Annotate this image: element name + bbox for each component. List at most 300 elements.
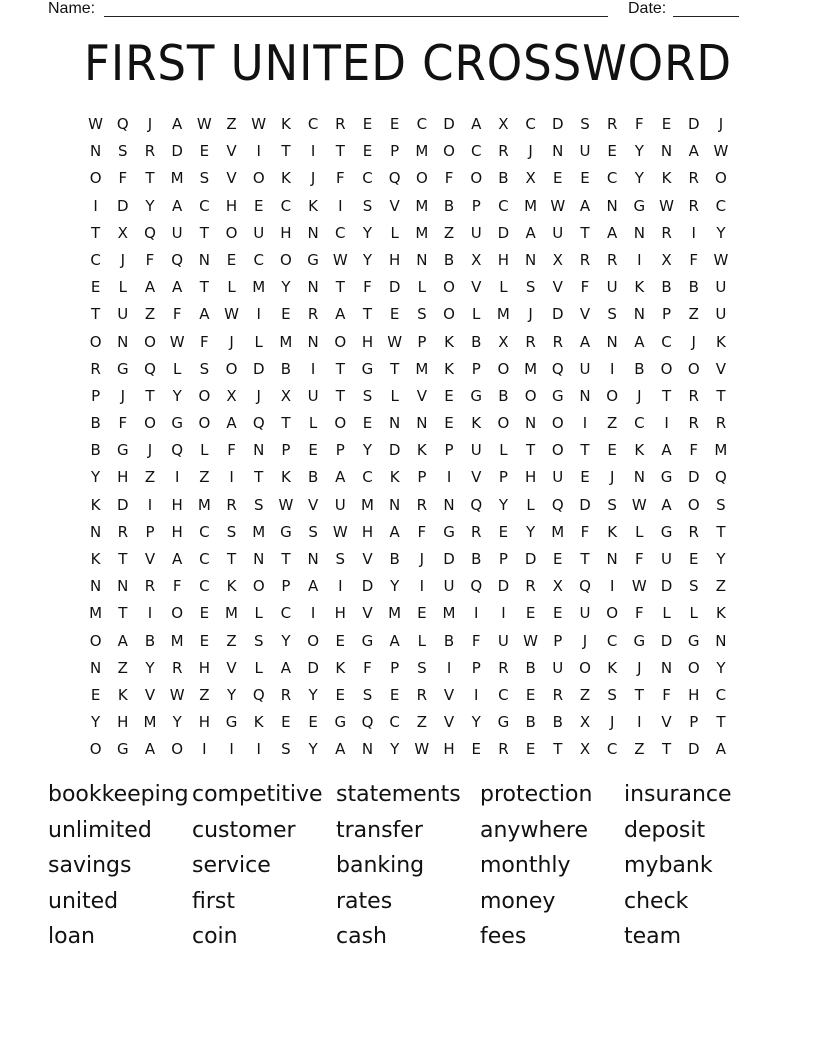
grid-letter: S [607,305,617,324]
grid-row [82,138,735,165]
grid-letter: S [362,196,373,215]
grid-letter: E [444,414,454,433]
grid-letter: O [225,223,238,242]
grid-letter: Z [199,685,210,704]
grid-row [82,546,735,573]
grid-row [82,736,735,763]
grid-letter: Y [281,631,291,650]
grid-letter: N [606,196,618,215]
grid-letter: V [471,468,482,487]
grid-letter: T [335,359,345,378]
grid-letter: F [635,604,644,623]
grid-letter: G [225,713,238,732]
grid-letter: D [388,278,401,297]
grid-letter: F [580,522,590,541]
grid-letter: Y [308,740,318,759]
word-item: team [624,924,682,949]
grid-letter: J [718,115,724,133]
grid-letter: W [713,142,729,161]
grid-letter: H [171,522,183,541]
grid-letter: E [607,142,617,161]
grid-letter: U [606,278,618,297]
grid-letter: U [579,359,591,378]
grid-letter: D [687,115,700,133]
grid-letter: V [226,142,237,161]
grid-letter: K [335,658,346,677]
grid-letter: E [389,305,400,324]
header [48,0,748,22]
grid-letter: K [607,522,618,541]
grid-letter: I [310,604,316,623]
grid-letter: E [335,685,346,704]
word-item: competitive [192,782,323,807]
grid-letter: O [497,359,510,378]
grid-letter: S [417,305,427,324]
grid-letter: N [633,223,645,242]
grid-letter: O [606,386,619,405]
grid-letter: M [360,495,374,514]
grid-row [82,655,735,682]
grid-letter: Y [634,169,644,188]
grid-row [82,220,735,247]
grid-letter: W [278,495,294,514]
grid-letter: Y [362,441,373,460]
grid-letter: U [443,577,455,596]
grid-letter: U [253,223,265,242]
grid-letter: M [551,522,565,541]
grid-letter: E [525,604,536,623]
grid-letter: F [580,278,590,297]
grid-letter: D [687,740,700,759]
grid-letter: B [688,278,699,297]
grid-letter: H [497,250,510,269]
grid-letter: R [498,740,509,759]
grid-letter: K [308,196,319,215]
grid-letter: E [253,196,264,215]
grid-letter: S [253,631,264,650]
grid-letter: T [199,223,209,242]
grid-letter: E [607,441,617,460]
grid-letter: K [661,169,672,188]
word-item: deposit [624,817,706,843]
grid-letter: I [256,142,261,161]
grid-letter: W [169,685,185,704]
grid-letter: O [443,305,455,324]
grid-letter: R [498,142,509,161]
grid-letter: C [416,115,428,133]
grid-letter: N [606,550,618,568]
grid-letter: H [334,604,346,623]
grid-letter: E [525,685,536,704]
grid-letter: O [497,414,510,433]
grid-letter: D [524,550,537,568]
grid-row [82,410,735,437]
grid-letter: F [689,441,699,460]
grid-letter: O [687,359,700,378]
grid-letter: Q [252,414,265,433]
grid-letter: X [117,223,128,242]
grid-letter: G [280,522,292,541]
grid-letter: O [225,359,238,378]
grid-letter: F [662,685,671,704]
grid-letter: H [688,685,700,704]
grid-letter: B [471,332,482,351]
word-item: mybank [624,853,713,878]
grid-letter: P [498,550,508,568]
grid-letter: K [90,495,101,514]
grid-letter: Z [443,223,455,242]
grid-letter: O [198,414,211,433]
grid-letter: L [472,305,481,324]
grid-letter: V [362,604,373,623]
grid-letter: V [226,658,237,677]
grid-letter: N [524,414,537,433]
grid-letter: O [198,386,211,405]
grid-letter: N [307,550,319,568]
grid-letter: T [226,550,237,568]
grid-letter: A [471,115,482,133]
grid-letter: F [335,169,345,188]
grid-letter: I [419,577,425,596]
grid-letter: Q [144,223,156,242]
grid-letter: Q [116,115,129,133]
grid-letter: P [662,305,672,324]
grid-letter: S [281,740,291,759]
grid-letter: M [279,332,293,351]
word-bank [48,779,768,957]
grid-letter: F [172,577,182,596]
grid-letter: H [171,495,183,514]
grid-row [82,682,735,709]
grid-letter: G [660,522,673,541]
grid-row [82,600,735,627]
grid-row [82,709,735,736]
grid-letter: N [416,250,428,269]
grid-letter: V [443,713,455,732]
grid-letter: M [170,169,184,188]
word-item: coin [192,924,238,949]
grid-letter: I [691,223,696,242]
grid-letter: N [253,441,265,460]
grid-letter: G [171,414,183,433]
grid-letter: S [716,495,726,514]
grid-letter: N [117,577,129,596]
grid-letter: E [281,305,291,324]
grid-letter: E [90,685,101,704]
grid-letter: I [609,359,615,378]
grid-letter: H [443,740,455,759]
grid-letter: V [226,169,237,188]
grid-letter: T [91,223,101,242]
grid-letter: N [89,142,102,161]
grid-letter: N [307,223,319,242]
grid-letter: S [580,115,590,133]
grid-letter: G [633,631,646,650]
grid-letter: T [553,740,563,759]
grid-letter: O [171,604,184,623]
grid-letter: E [362,414,373,433]
grid-row [82,247,735,274]
grid-letter: L [118,278,127,297]
grid-letter: O [252,169,265,188]
grid-letter: N [606,332,618,351]
grid-letter: Q [171,250,184,269]
grid-letter: K [444,332,454,351]
grid-letter: Y [281,278,291,297]
grid-letter: H [117,713,129,732]
grid-letter: B [498,169,509,188]
grid-letter: C [335,223,346,242]
grid-letter: A [307,577,319,596]
grid-letter: C [661,332,672,351]
grid-letter: B [389,550,400,568]
grid-letter: O [660,359,673,378]
grid-letter: W [659,196,674,215]
grid-letter: D [687,468,700,487]
grid-letter: X [552,577,563,596]
grid-letter: O [89,740,102,759]
grid-letter: Y [172,386,182,405]
grid-letter: A [144,740,156,759]
grid-letter: I [147,495,153,514]
grid-letter: W [196,115,212,133]
grid-letter: M [496,305,510,324]
grid-letter: R [606,250,618,269]
grid-letter: C [715,685,727,704]
grid-letter: K [444,359,454,378]
grid-letter: P [281,441,291,460]
grid-letter: R [416,495,428,514]
grid-letter: Y [390,740,400,759]
grid-letter: A [634,332,645,351]
grid-letter: D [388,441,401,460]
grid-letter: J [310,169,316,188]
grid-letter: R [144,142,156,161]
grid-letter: W [550,196,566,215]
grid-letter: A [172,196,183,215]
grid-letter: T [580,441,590,460]
grid-letter: V [144,550,156,568]
grid-letter: T [254,468,264,487]
grid-letter: X [661,250,672,269]
grid-letter: N [307,278,319,297]
date-field-line[interactable] [673,0,739,17]
grid-letter: B [90,414,101,433]
grid-letter: E [308,441,318,460]
grid-letter: O [415,169,428,188]
grid-letter: G [334,713,347,732]
grid-letter: T [390,359,400,378]
word-item: insurance [624,782,732,807]
grid-letter: A [389,631,400,650]
grid-letter: R [688,414,699,433]
grid-letter: N [307,332,319,351]
grid-letter: I [256,305,261,324]
grid-letter: C [199,522,210,541]
grid-letter: L [417,278,427,297]
grid-letter: Q [551,495,564,514]
grid-letter: M [415,196,429,215]
grid-letter: Z [607,414,618,433]
grid-letter: Z [688,305,699,324]
grid-letter: V [416,386,427,405]
grid-letter: B [634,359,645,378]
grid-letter: P [390,142,400,161]
grid-letter: P [553,631,563,650]
grid-letter: O [89,169,102,188]
grid-letter: P [91,386,101,405]
grid-letter: Q [470,577,483,596]
grid-letter: K [253,713,264,732]
grid-letter: E [362,115,373,133]
grid-letter: C [470,142,482,161]
grid-letter: E [389,115,400,133]
grid-letter: E [661,115,672,133]
grid-letter: R [525,577,536,596]
word-item: bookkeeping [48,782,189,807]
grid-letter: Z [416,713,427,732]
grid-letter: N [361,740,374,759]
grid-letter: S [362,386,373,405]
grid-letter: U [307,386,319,405]
grid-letter: N [443,495,455,514]
grid-letter: Z [715,577,727,596]
grid-letter: A [335,305,346,324]
grid-letter: O [144,414,156,433]
grid-letter: I [609,577,615,596]
grid-letter: Y [634,142,644,161]
grid-letter: F [200,332,209,351]
grid-letter: F [635,550,644,568]
grid-letter: Y [390,577,400,596]
letter-grid [82,111,735,764]
word-item: transfer [336,817,423,843]
grid-letter: U [117,305,129,324]
grid-letter: N [117,332,129,351]
grid-letter: O [334,332,347,351]
grid-letter: P [498,468,508,487]
grid-letter: P [417,468,427,487]
grid-letter: W [251,115,267,133]
grid-letter: Y [716,550,726,568]
grid-letter: X [525,169,536,188]
grid-letter: K [634,441,645,460]
word-item: banking [336,853,425,878]
grid-letter: U [552,223,564,242]
name-field-line[interactable] [104,0,608,17]
grid-letter: Y [716,658,726,677]
grid-letter: P [281,577,291,596]
grid-letter: V [471,278,482,297]
grid-letter: E [580,468,590,487]
grid-letter: V [389,196,400,215]
grid-letter: R [307,305,319,324]
grid-letter: D [252,359,265,378]
grid-letter: D [361,577,374,596]
grid-letter: Q [715,468,727,487]
grid-letter: R [335,115,346,133]
grid-letter: N [633,305,645,324]
grid-letter: F [635,115,644,133]
grid-letter: X [579,740,591,759]
grid-letter: S [118,142,128,161]
grid-letter: O [524,386,537,405]
grid-letter: M [252,522,266,541]
grid-letter: U [334,495,346,514]
grid-letter: X [552,250,563,269]
grid-letter: E [580,169,590,188]
grid-letter: M [252,278,266,297]
grid-letter: S [308,522,318,541]
grid-letter: T [199,278,209,297]
grid-letter: L [417,631,427,650]
grid-letter: N [389,414,401,433]
grid-letter: M [197,495,211,514]
grid-letter: T [526,441,536,460]
grid-letter: P [417,332,427,351]
grid-letter: D [117,495,129,514]
grid-letter: P [471,196,481,215]
grid-letter: S [417,658,427,677]
grid-letter: L [254,332,263,351]
grid-letter: I [474,685,479,704]
grid-letter: M [225,604,238,623]
grid-letter: H [198,713,210,732]
grid-letter: T [661,740,672,759]
grid-letter: Y [145,658,155,677]
grid-letter: J [120,386,125,405]
grid-letter: A [525,223,536,242]
grid-letter: K [280,468,291,487]
grid-letter: N [715,631,727,650]
grid-letter: K [389,468,400,487]
grid-letter: R [715,414,727,433]
grid-letter: T [335,278,345,297]
grid-letter: X [498,115,509,133]
grid-letter: E [199,142,210,161]
grid-letter: I [637,250,642,269]
grid-letter: O [89,332,102,351]
grid-letter: N [389,495,401,514]
grid-letter: K [416,441,427,460]
grid-letter: I [229,468,234,487]
grid-letter: O [551,441,564,460]
word-item: service [192,853,271,878]
grid-letter: I [582,414,588,433]
grid-letter: F [363,278,372,297]
word-item: check [624,888,689,914]
grid-letter: C [280,196,292,215]
grid-letter: J [528,142,533,161]
grid-row [82,464,735,491]
grid-letter: I [310,142,316,161]
grid-letter: W [631,495,647,514]
grid-letter: O [144,332,156,351]
grid-letter: U [470,223,482,242]
grid-letter: R [117,522,128,541]
name-label: Name: [48,0,96,17]
word-item: customer [192,817,296,843]
grid-letter: R [226,495,237,514]
grid-letter: I [93,196,98,215]
grid-letter: Q [144,359,156,378]
grid-letter: G [687,631,700,650]
grid-letter: R [144,577,156,596]
grid-letter: R [688,196,699,215]
grid-letter: E [525,740,536,759]
grid-letter: F [471,631,481,650]
grid-letter: P [390,658,400,677]
